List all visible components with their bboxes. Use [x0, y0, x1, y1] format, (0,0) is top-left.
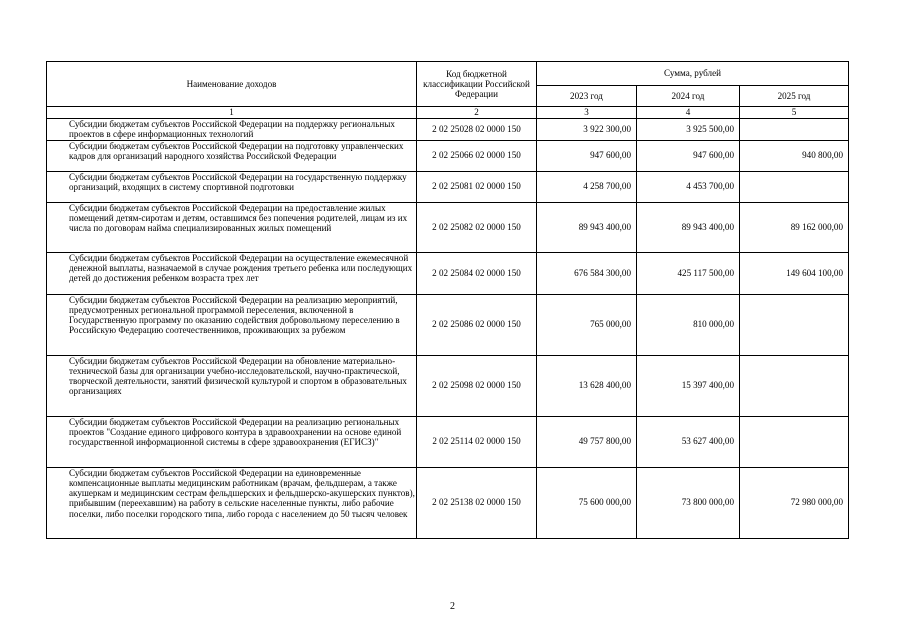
budget-code: 2 02 25082 02 0000 150 — [417, 202, 537, 252]
header-year-2024: 2024 год — [637, 86, 740, 107]
income-name: Субсидии бюджетам субъектов Российской Федерации на государственную поддержку организаций, входящих в систему спортивной подготовки — [47, 171, 417, 202]
amount-2024: 3 925 500,00 — [637, 119, 740, 141]
amount-2025: 940 800,00 — [740, 140, 849, 171]
header-sum: Сумма, рублей — [537, 62, 849, 86]
table-row — [47, 119, 849, 141]
budget-code: 2 02 25084 02 0000 150 — [417, 252, 537, 294]
budget-code: 2 02 25086 02 0000 150 — [417, 294, 537, 355]
amount-2023: 3 922 300,00 — [537, 119, 637, 141]
budget-code: 2 02 25066 02 0000 150 — [417, 140, 537, 171]
amount-2024: 53 627 400,00 — [637, 416, 740, 467]
amount-2023: 75 600 000,00 — [537, 467, 637, 538]
amount-2025 — [740, 171, 849, 202]
amount-2023: 13 628 400,00 — [537, 355, 637, 416]
income-name: Субсидии бюджетам субъектов Российской Федерации на реализацию региональных проектов "Создание единого цифрового контура в здравоохранении на основе единой государственной информационной системы в сфере здравоохранения (ЕГИСЗ)" — [47, 416, 417, 467]
amount-2025: 149 604 100,00 — [740, 252, 849, 294]
table-row — [47, 252, 849, 294]
amount-2025: 72 980 000,00 — [740, 467, 849, 538]
amount-2024: 15 397 400,00 — [637, 355, 740, 416]
header-income-name: Наименование доходов — [47, 62, 417, 107]
amount-2024: 947 600,00 — [637, 140, 740, 171]
income-name: Субсидии бюджетам субъектов Российской Федерации на поддержку региональных проектов в сфере информационных технологий — [47, 119, 417, 141]
amount-2025 — [740, 416, 849, 467]
income-name: Субсидии бюджетам субъектов Российской Федерации на подготовку управленческих кадров для организаций народного хозяйства Российской Федерации — [47, 140, 417, 171]
column-number-5: 5 — [740, 107, 849, 119]
table-row — [47, 355, 849, 416]
table-row — [47, 416, 849, 467]
table-row — [47, 467, 849, 538]
budget-code: 2 02 25028 02 0000 150 — [417, 119, 537, 141]
budget-code: 2 02 25114 02 0000 150 — [417, 416, 537, 467]
amount-2023: 676 584 300,00 — [537, 252, 637, 294]
column-number-3: 3 — [537, 107, 637, 119]
budget-code: 2 02 25081 02 0000 150 — [417, 171, 537, 202]
header-year-2025: 2025 год — [740, 86, 849, 107]
amount-2023: 4 258 700,00 — [537, 171, 637, 202]
budget-code: 2 02 25098 02 0000 150 — [417, 355, 537, 416]
column-number-4: 4 — [637, 107, 740, 119]
income-name: Субсидии бюджетам субъектов Российской Федерации на предоставление жилых помещений детям-сиротам и детям, оставшимся без попечения родителей, лицам из их числа по договорам найма специализированных жилых помещений — [47, 202, 417, 252]
table-row — [47, 140, 849, 171]
budget-income-table-sheet — [46, 61, 848, 539]
amount-2023: 947 600,00 — [537, 140, 637, 171]
table-row — [47, 202, 849, 252]
amount-2023: 49 757 800,00 — [537, 416, 637, 467]
income-name: Субсидии бюджетам субъектов Российской Федерации на обновление материально-технической базы для организации учебно-исследовательской, научно-практической, творческой деятельности, занятий физической культурой и спортом в образовательных организациях — [47, 355, 417, 416]
amount-2023: 765 000,00 — [537, 294, 637, 355]
amount-2023: 89 943 400,00 — [537, 202, 637, 252]
column-number-1: 1 — [47, 107, 417, 119]
amount-2024: 73 800 000,00 — [637, 467, 740, 538]
table-row — [47, 171, 849, 202]
budget-code: 2 02 25138 02 0000 150 — [417, 467, 537, 538]
table-row — [47, 294, 849, 355]
amount-2025 — [740, 119, 849, 141]
income-name: Субсидии бюджетам субъектов Российской Федерации на осуществление ежемесячной денежной выплаты, назначаемой в случае рождения третьего ребенка или последующих детей до достижения ребенком возраста трех лет — [47, 252, 417, 294]
header-year-2023: 2023 год — [537, 86, 637, 107]
amount-2024: 810 000,00 — [637, 294, 740, 355]
amount-2025 — [740, 355, 849, 416]
amount-2025: 89 162 000,00 — [740, 202, 849, 252]
income-name: Субсидии бюджетам субъектов Российской Федерации на единовременные компенсационные выплаты медицинским работникам (врачам, фельдшерам, а также акушеркам и медицинским сестрам фельдшерских и фельдшерско-акушерских пунктов), прибывшим (переехавшим) на работу в сельские населенные пункты, либо рабочие поселки, либо поселки городского типа, либо города с населением до 50 тысяч человек — [47, 467, 417, 538]
income-name: Субсидии бюджетам субъектов Российской Федерации на реализацию мероприятий, предусмотренных региональной программой переселения, включенной в Государственную программу по оказанию содействия добровольному переселению в Российскую Федерацию соотечественников, проживающих за рубежом — [47, 294, 417, 355]
column-number-2: 2 — [417, 107, 537, 119]
amount-2025 — [740, 294, 849, 355]
page-number: 2 — [450, 601, 455, 612]
amount-2024: 4 453 700,00 — [637, 171, 740, 202]
amount-2024: 89 943 400,00 — [637, 202, 740, 252]
amount-2024: 425 117 500,00 — [637, 252, 740, 294]
budget-income-table — [46, 61, 849, 539]
header-budget-code: Код бюджетной классификации Российской Федерации — [417, 62, 537, 107]
